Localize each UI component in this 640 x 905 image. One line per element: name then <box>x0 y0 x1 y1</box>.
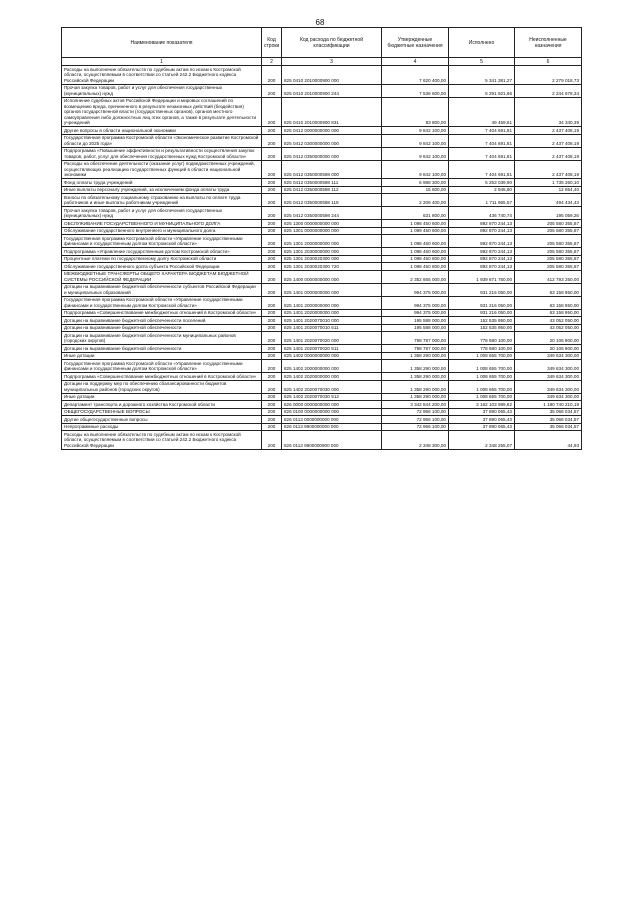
row-name: МЕЖБЮДЖЕТНЫЕ ТРАНСФЕРТЫ ОБЩЕГО ХАРАКТЕРА БЮДЖЕТАМ БЮДЖЕТНОЙ СИСТЕМЫ РОССИЙСКОЙ ФЕДЕРАЦИИ <box>62 270 262 283</box>
row-line-code: 200 <box>262 220 282 228</box>
row-approved-amount: 1 358 290 000,00 <box>382 380 449 393</box>
row-unexecuted-amount: 205 580 355,87 <box>515 220 582 228</box>
row-approved-amount: 9 842 100,00 <box>382 147 449 160</box>
row-executed-amount: 1 008 655 700,00 <box>449 360 515 373</box>
row-approved-amount: 798 787 000,00 <box>382 332 449 345</box>
row-line-code: 200 <box>262 66 282 85</box>
row-executed-amount: 37 890 065,43 <box>449 416 515 424</box>
row-approved-amount: 83 800,00 <box>382 97 449 127</box>
row-name: Дотации на поддержку мер по обеспечению сбалансированности бюджетов муниципальных районов (городских округов) <box>62 380 262 393</box>
row-line-code: 200 <box>262 345 282 353</box>
column-number: 1 <box>62 58 262 66</box>
row-name: Иные дотации <box>62 393 262 401</box>
row-name: Иные выплаты персоналу учреждений, за исключением фонда оплаты труда <box>62 186 262 194</box>
row-unexecuted-amount: 34 340,39 <box>515 97 582 127</box>
row-name: Расходы на выполнение обязательств по судебным актам по искам к Костромской области, осуществляемым в соответствии со статьей 242.2 Бюджетного кодекса Российской Федерации <box>62 431 262 450</box>
row-line-code: 200 <box>262 84 282 97</box>
row-executed-amount: 1 008 655 700,00 <box>449 380 515 393</box>
row-classification-code: 825 0412 0350000598 119 <box>282 194 382 207</box>
row-name: Фонд оплаты труда учреждений <box>62 179 262 187</box>
row-executed-amount: 2 945,60 <box>449 186 515 194</box>
row-approved-amount: 1 099 450 600,00 <box>382 227 449 235</box>
page-number: 68 <box>315 18 325 27</box>
row-executed-amount: 931 216 050,00 <box>449 309 515 317</box>
row-approved-amount: 994 375 000,00 <box>382 309 449 317</box>
row-line-code: 200 <box>262 127 282 135</box>
table-row <box>62 270 582 283</box>
row-line-code: 200 <box>262 255 282 263</box>
row-approved-amount: 994 375 000,00 <box>382 283 449 296</box>
row-approved-amount: 72 956 100,00 <box>382 423 449 431</box>
row-line-code: 200 <box>262 147 282 160</box>
row-unexecuted-amount: 2 244 678,34 <box>515 84 582 97</box>
row-classification-code: 825 1301 2030020300 720 <box>282 263 382 271</box>
row-executed-amount: 7 404 691,81 <box>449 127 515 135</box>
row-approved-amount: 1 098 450 600,00 <box>382 263 449 271</box>
row-unexecuted-amount: 2 437 408,19 <box>515 160 582 179</box>
row-unexecuted-amount: 205 580 355,87 <box>515 235 582 248</box>
row-name: Иные дотации <box>62 352 262 360</box>
row-approved-amount: 72 956 100,00 <box>382 416 449 424</box>
table-row <box>62 423 582 431</box>
row-classification-code: 826 0100 0000000000 000 <box>282 408 382 416</box>
row-line-code: 200 <box>262 194 282 207</box>
row-classification-code: 825 1301 2030000000 000 <box>282 248 382 256</box>
table-row <box>62 134 582 147</box>
table-row <box>62 296 582 309</box>
row-executed-amount: 931 216 050,00 <box>449 283 515 296</box>
row-classification-code: 825 1301 2030020300 000 <box>282 255 382 263</box>
table-row <box>62 352 582 360</box>
row-name: Подпрограмма «Управление государственным долгом Костромской области» <box>62 248 262 256</box>
row-executed-amount: 892 870 244,13 <box>449 235 515 248</box>
table-row <box>62 431 582 450</box>
header-executed: Исполнено <box>449 28 515 58</box>
row-approved-amount: 195 588 000,00 <box>382 324 449 332</box>
row-approved-amount: 9 842 100,00 <box>382 134 449 147</box>
row-classification-code: 825 1402 2020000000 000 <box>282 373 382 381</box>
row-line-code: 200 <box>262 373 282 381</box>
row-approved-amount: 1 098 450 600,00 <box>382 255 449 263</box>
row-line-code: 200 <box>262 227 282 235</box>
table-row <box>62 127 582 135</box>
row-unexecuted-amount: 43 052 050,00 <box>515 317 582 325</box>
table-row <box>62 324 582 332</box>
row-name: ОБСЛУЖИВАНИЕ ГОСУДАРСТВЕННОГО И МУНИЦИПАЛЬНОГО ДОЛГА <box>62 220 262 228</box>
table-row <box>62 147 582 160</box>
row-approved-amount: 1 358 290 000,00 <box>382 352 449 360</box>
row-executed-amount: 1 008 655 700,00 <box>449 352 515 360</box>
row-unexecuted-amount: 63 158 950,00 <box>515 283 582 296</box>
row-unexecuted-amount: 205 580 355,87 <box>515 227 582 235</box>
row-line-code: 200 <box>262 416 282 424</box>
header-approved: Утвержденные бюджетные назначения <box>382 28 449 58</box>
row-executed-amount: 892 870 244,13 <box>449 227 515 235</box>
column-number: 3 <box>282 58 382 66</box>
row-unexecuted-amount: 35 066 034,57 <box>515 423 582 431</box>
row-classification-code: 825 1301 0000000000 000 <box>282 227 382 235</box>
row-line-code: 200 <box>262 393 282 401</box>
row-approved-amount: 2 352 665 000,00 <box>382 270 449 283</box>
column-number: 5 <box>449 58 515 66</box>
row-executed-amount: 892 870 244,13 <box>449 220 515 228</box>
column-number: 2 <box>262 58 282 66</box>
row-classification-code: 825 1301 2000000000 000 <box>282 235 382 248</box>
row-executed-amount: 5 253 039,90 <box>449 179 515 187</box>
row-unexecuted-amount: 494 434,43 <box>515 194 582 207</box>
row-classification-code: 825 1402 2020070030 000 <box>282 380 382 393</box>
table-row <box>62 283 582 296</box>
header-name: Наименование показателя <box>62 28 262 58</box>
row-unexecuted-amount: 12 654,40 <box>515 186 582 194</box>
row-name: Другие общегосударственные вопросы <box>62 416 262 424</box>
row-line-code: 200 <box>262 324 282 332</box>
row-approved-amount: 2 206 400,00 <box>382 194 449 207</box>
table-row <box>62 207 582 220</box>
row-classification-code: 825 0412 0350000598 000 <box>282 160 382 179</box>
row-approved-amount: 195 588 000,00 <box>382 317 449 325</box>
row-line-code: 200 <box>262 134 282 147</box>
row-classification-code: 825 1401 2020070010 511 <box>282 324 382 332</box>
row-approved-amount: 798 787 000,00 <box>382 345 449 353</box>
row-approved-amount: 1 098 450 600,00 <box>382 235 449 248</box>
row-line-code: 200 <box>262 360 282 373</box>
row-name: Дотации на выравнивание бюджетной обеспеченности <box>62 345 262 353</box>
table-row <box>62 317 582 325</box>
row-classification-code: 825 1401 2000000000 000 <box>282 296 382 309</box>
row-classification-code: 825 0412 0300000000 000 <box>282 134 382 147</box>
row-name: Прочая закупка товаров, работ и услуг для обеспечения государственных (муниципальных) нужд <box>62 207 262 220</box>
row-unexecuted-amount: 63 158 950,00 <box>515 309 582 317</box>
row-executed-amount: 1 939 871 750,00 <box>449 270 515 283</box>
row-unexecuted-amount: 44,93 <box>515 431 582 450</box>
row-executed-amount: 37 890 065,43 <box>449 408 515 416</box>
row-executed-amount: 1 008 655 700,00 <box>449 373 515 381</box>
row-line-code: 200 <box>262 332 282 345</box>
row-approved-amount: 1 358 290 000,00 <box>382 393 449 401</box>
row-executed-amount: 5 291 921,66 <box>449 84 515 97</box>
row-unexecuted-amount: 20 106 900,00 <box>515 332 582 345</box>
row-line-code: 200 <box>262 186 282 194</box>
row-executed-amount: 49 459,61 <box>449 97 515 127</box>
table-row <box>62 194 582 207</box>
table-row <box>62 235 582 248</box>
table-header-row <box>62 28 582 58</box>
table-row <box>62 373 582 381</box>
row-name: ОБЩЕГОСУДАРСТВЕННЫЕ ВОПРОСЫ <box>62 408 262 416</box>
row-line-code: 200 <box>262 248 282 256</box>
row-unexecuted-amount: 1 180 740 210,18 <box>515 401 582 409</box>
row-classification-code: 825 1401 2020070020 000 <box>282 332 382 345</box>
row-line-code: 200 <box>262 179 282 187</box>
row-classification-code: 825 1402 0000000000 000 <box>282 352 382 360</box>
row-unexecuted-amount: 195 059,26 <box>515 207 582 220</box>
row-executed-amount: 1 711 965,57 <box>449 194 515 207</box>
row-unexecuted-amount: 205 580 355,87 <box>515 248 582 256</box>
row-classification-code: 825 1401 2020070010 000 <box>282 317 382 325</box>
row-classification-code: 825 1401 2020000000 000 <box>282 309 382 317</box>
table-row <box>62 401 582 409</box>
row-name: Дотации на выравнивание бюджетной обеспеченности муниципальных районов (городских округов) <box>62 332 262 345</box>
row-approved-amount: 994 375 000,00 <box>382 296 449 309</box>
row-line-code: 200 <box>262 431 282 450</box>
row-unexecuted-amount: 2 279 018,73 <box>515 66 582 85</box>
table-row <box>62 345 582 353</box>
header-class-code: Код расхода по бюджетной классификации <box>282 28 382 58</box>
table-row <box>62 408 582 416</box>
row-name: Государственная программа Костромской области «Управление государственными финансами и государственным долгом Костромской области» <box>62 235 262 248</box>
row-line-code: 200 <box>262 270 282 283</box>
table-row <box>62 84 582 97</box>
row-name: Исполнение судебных актов Российской Федерации и мировых соглашений по возмещению вреда, причиненного в результате незаконных действий (бездействия) органов государственной власти (государственных органов), органов местного самоуправления либо должностных лиц этих органов, а также в результате деятельности учреждений <box>62 97 262 127</box>
row-executed-amount: 152 535 950,00 <box>449 317 515 325</box>
row-classification-code: 826 0113 9900000900 000 <box>282 431 382 450</box>
row-executed-amount: 2 348 255,07 <box>449 431 515 450</box>
row-unexecuted-amount: 349 634 300,00 <box>515 373 582 381</box>
row-classification-code: 825 0412 0350000598 112 <box>282 186 382 194</box>
row-approved-amount: 9 842 100,00 <box>382 127 449 135</box>
row-executed-amount: 7 404 691,81 <box>449 160 515 179</box>
row-name: Государственная программа Костромской области «Управление государственными финансами и государственным долгом Костромской области» <box>62 296 262 309</box>
table-row <box>62 179 582 187</box>
header-line-code: Код строки <box>262 28 282 58</box>
row-name: Расходы на выполнение обязательств по судебным актам по искам к Костромской области, осуществляемым в соответствии со статьей 242.2 Бюджетного кодекса Российской Федерации <box>62 66 262 85</box>
budget-execution-table <box>61 27 582 450</box>
row-approved-amount: 15 600,00 <box>382 186 449 194</box>
row-unexecuted-amount: 205 580 355,87 <box>515 255 582 263</box>
row-unexecuted-amount: 2 437 408,19 <box>515 134 582 147</box>
row-classification-code: 826 0113 9900000000 000 <box>282 423 382 431</box>
row-classification-code: 825 0412 0000000000 000 <box>282 127 382 135</box>
row-executed-amount: 37 890 065,43 <box>449 423 515 431</box>
table-row <box>62 160 582 179</box>
row-executed-amount: 931 216 050,00 <box>449 296 515 309</box>
row-line-code: 200 <box>262 352 282 360</box>
row-approved-amount: 1 098 450 600,00 <box>382 248 449 256</box>
table-row <box>62 332 582 345</box>
row-unexecuted-amount: 43 052 050,00 <box>515 324 582 332</box>
table-body <box>62 66 582 450</box>
row-classification-code: 825 1402 2000000000 000 <box>282 360 382 373</box>
row-approved-amount: 7 536 600,00 <box>382 84 449 97</box>
row-executed-amount: 778 680 100,00 <box>449 332 515 345</box>
row-name: Прочая закупка товаров, работ и услуг для обеспечения государственных (муниципальных) нужд <box>62 84 262 97</box>
row-executed-amount: 2 162 103 989,82 <box>449 401 515 409</box>
row-name: Дотации на выравнивание бюджетной обеспеченности субъектов Российской Федерации и муниципальных образований <box>62 283 262 296</box>
column-number-row <box>62 58 582 66</box>
row-line-code: 200 <box>262 235 282 248</box>
row-executed-amount: 7 404 691,81 <box>449 147 515 160</box>
row-name: Расходы на обеспечение деятельности (оказание услуг) подведомственных учреждений, осуществляющих реализацию государственных функций в области национальной экономики <box>62 160 262 179</box>
row-approved-amount: 7 620 400,00 <box>382 66 449 85</box>
column-number: 4 <box>382 58 449 66</box>
row-executed-amount: 892 870 244,13 <box>449 263 515 271</box>
table-row <box>62 393 582 401</box>
row-executed-amount: 5 341 381,27 <box>449 66 515 85</box>
row-approved-amount: 1 358 290 000,00 <box>382 360 449 373</box>
row-executed-amount: 892 870 244,13 <box>449 248 515 256</box>
row-name: Другие вопросы в области национальной экономики <box>62 127 262 135</box>
row-executed-amount: 152 535 950,00 <box>449 324 515 332</box>
row-unexecuted-amount: 349 634 300,00 <box>515 393 582 401</box>
row-line-code: 200 <box>262 317 282 325</box>
row-classification-code: 825 0410 2010000900 244 <box>282 84 382 97</box>
row-line-code: 200 <box>262 408 282 416</box>
row-approved-amount: 9 842 100,00 <box>382 160 449 179</box>
row-unexecuted-amount: 20 106 900,00 <box>515 345 582 353</box>
row-unexecuted-amount: 63 158 950,00 <box>515 296 582 309</box>
row-approved-amount: 1 358 290 000,00 <box>382 373 449 381</box>
row-name: Подпрограмма «Совершенствование межбюджетных отношений в Костромской области» <box>62 373 262 381</box>
row-classification-code: 826 0000 0000000000 000 <box>282 401 382 409</box>
row-executed-amount: 778 680 100,00 <box>449 345 515 353</box>
row-unexecuted-amount: 349 634 300,00 <box>515 360 582 373</box>
row-approved-amount: 1 098 450 600,00 <box>382 220 449 228</box>
row-executed-amount: 436 740,74 <box>449 207 515 220</box>
table-row <box>62 380 582 393</box>
row-classification-code: 825 0412 0350000000 000 <box>282 147 382 160</box>
row-executed-amount: 1 008 655 700,00 <box>449 393 515 401</box>
row-line-code: 200 <box>262 401 282 409</box>
row-classification-code: 825 0410 2010000900 000 <box>282 66 382 85</box>
row-line-code: 200 <box>262 309 282 317</box>
row-name: Департамент транспорта и дорожного хозяйства Костромской области <box>62 401 262 409</box>
row-line-code: 200 <box>262 160 282 179</box>
table-row <box>62 309 582 317</box>
table-row <box>62 248 582 256</box>
row-executed-amount: 892 870 244,13 <box>449 255 515 263</box>
row-name: Процентные платежи по государственному долгу Костромской области <box>62 255 262 263</box>
row-line-code: 200 <box>262 207 282 220</box>
row-classification-code: 825 1401 0000000000 000 <box>282 283 382 296</box>
row-unexecuted-amount: 35 066 034,57 <box>515 416 582 424</box>
row-line-code: 200 <box>262 423 282 431</box>
row-classification-code: 825 1400 0000000000 000 <box>282 270 382 283</box>
row-name: Государственная программа Костромской области «Управление государственными финансами и государственным долгом Костромской области» <box>62 360 262 373</box>
row-unexecuted-amount: 412 793 250,00 <box>515 270 582 283</box>
row-unexecuted-amount: 349 634 300,00 <box>515 352 582 360</box>
table-row <box>62 66 582 85</box>
row-line-code: 200 <box>262 380 282 393</box>
row-line-code: 200 <box>262 283 282 296</box>
row-unexecuted-amount: 205 580 355,87 <box>515 263 582 271</box>
row-approved-amount: 3 342 844 200,00 <box>382 401 449 409</box>
row-classification-code: 825 1402 2020070030 512 <box>282 393 382 401</box>
row-line-code: 200 <box>262 97 282 127</box>
row-name: Государственная программа Костромской области «Экономическое развитие Костромской области до 2025 года» <box>62 134 262 147</box>
table-row <box>62 416 582 424</box>
row-name: Непрограммные расходы <box>62 423 262 431</box>
row-name: Обслуживание государственного долга субъекта Российской Федерации <box>62 263 262 271</box>
table-row <box>62 97 582 127</box>
row-unexecuted-amount: 2 437 408,19 <box>515 127 582 135</box>
row-line-code: 200 <box>262 296 282 309</box>
row-classification-code: 825 0410 2010000900 831 <box>282 97 382 127</box>
column-number: 6 <box>515 58 582 66</box>
table-row <box>62 263 582 271</box>
table-row <box>62 227 582 235</box>
table-row <box>62 220 582 228</box>
row-line-code: 200 <box>262 263 282 271</box>
table-row <box>62 186 582 194</box>
row-unexecuted-amount: 35 066 034,57 <box>515 408 582 416</box>
table-row <box>62 255 582 263</box>
row-approved-amount: 6 988 300,00 <box>382 179 449 187</box>
row-executed-amount: 7 404 691,81 <box>449 134 515 147</box>
row-name: Дотации на выравнивание бюджетной обеспеченности <box>62 324 262 332</box>
row-unexecuted-amount: 2 437 408,19 <box>515 147 582 160</box>
row-name: Подпрограмма «Совершенствование межбюджетных отношений в Костромской области» <box>62 309 262 317</box>
row-unexecuted-amount: 349 634 300,00 <box>515 380 582 393</box>
row-unexecuted-amount: 1 735 260,10 <box>515 179 582 187</box>
row-name: Взносы по обязательному социальному страхованию на выплаты по оплате труда работников и иные выплаты работникам учреждений <box>62 194 262 207</box>
row-approved-amount: 2 348 300,00 <box>382 431 449 450</box>
row-classification-code: 825 1401 2020070020 511 <box>282 345 382 353</box>
row-classification-code: 825 0412 0350000598 244 <box>282 207 382 220</box>
row-approved-amount: 72 956 100,00 <box>382 408 449 416</box>
row-name: Дотации на выравнивание бюджетной обеспеченности поселений <box>62 317 262 325</box>
row-name: Подпрограмма «Повышение эффективности и результативности осуществления закупок товаров, работ, услуг для обеспечения государственных нужд Костромской области» <box>62 147 262 160</box>
row-classification-code: 826 0113 0000000000 000 <box>282 416 382 424</box>
row-classification-code: 825 1300 0000000000 000 <box>282 220 382 228</box>
row-name: Обслуживание государственного внутреннего и муниципального долга <box>62 227 262 235</box>
row-approved-amount: 631 800,00 <box>382 207 449 220</box>
table-row <box>62 360 582 373</box>
header-unexecuted: Неисполненные назначения <box>515 28 582 58</box>
row-classification-code: 825 0412 0350000598 111 <box>282 179 382 187</box>
